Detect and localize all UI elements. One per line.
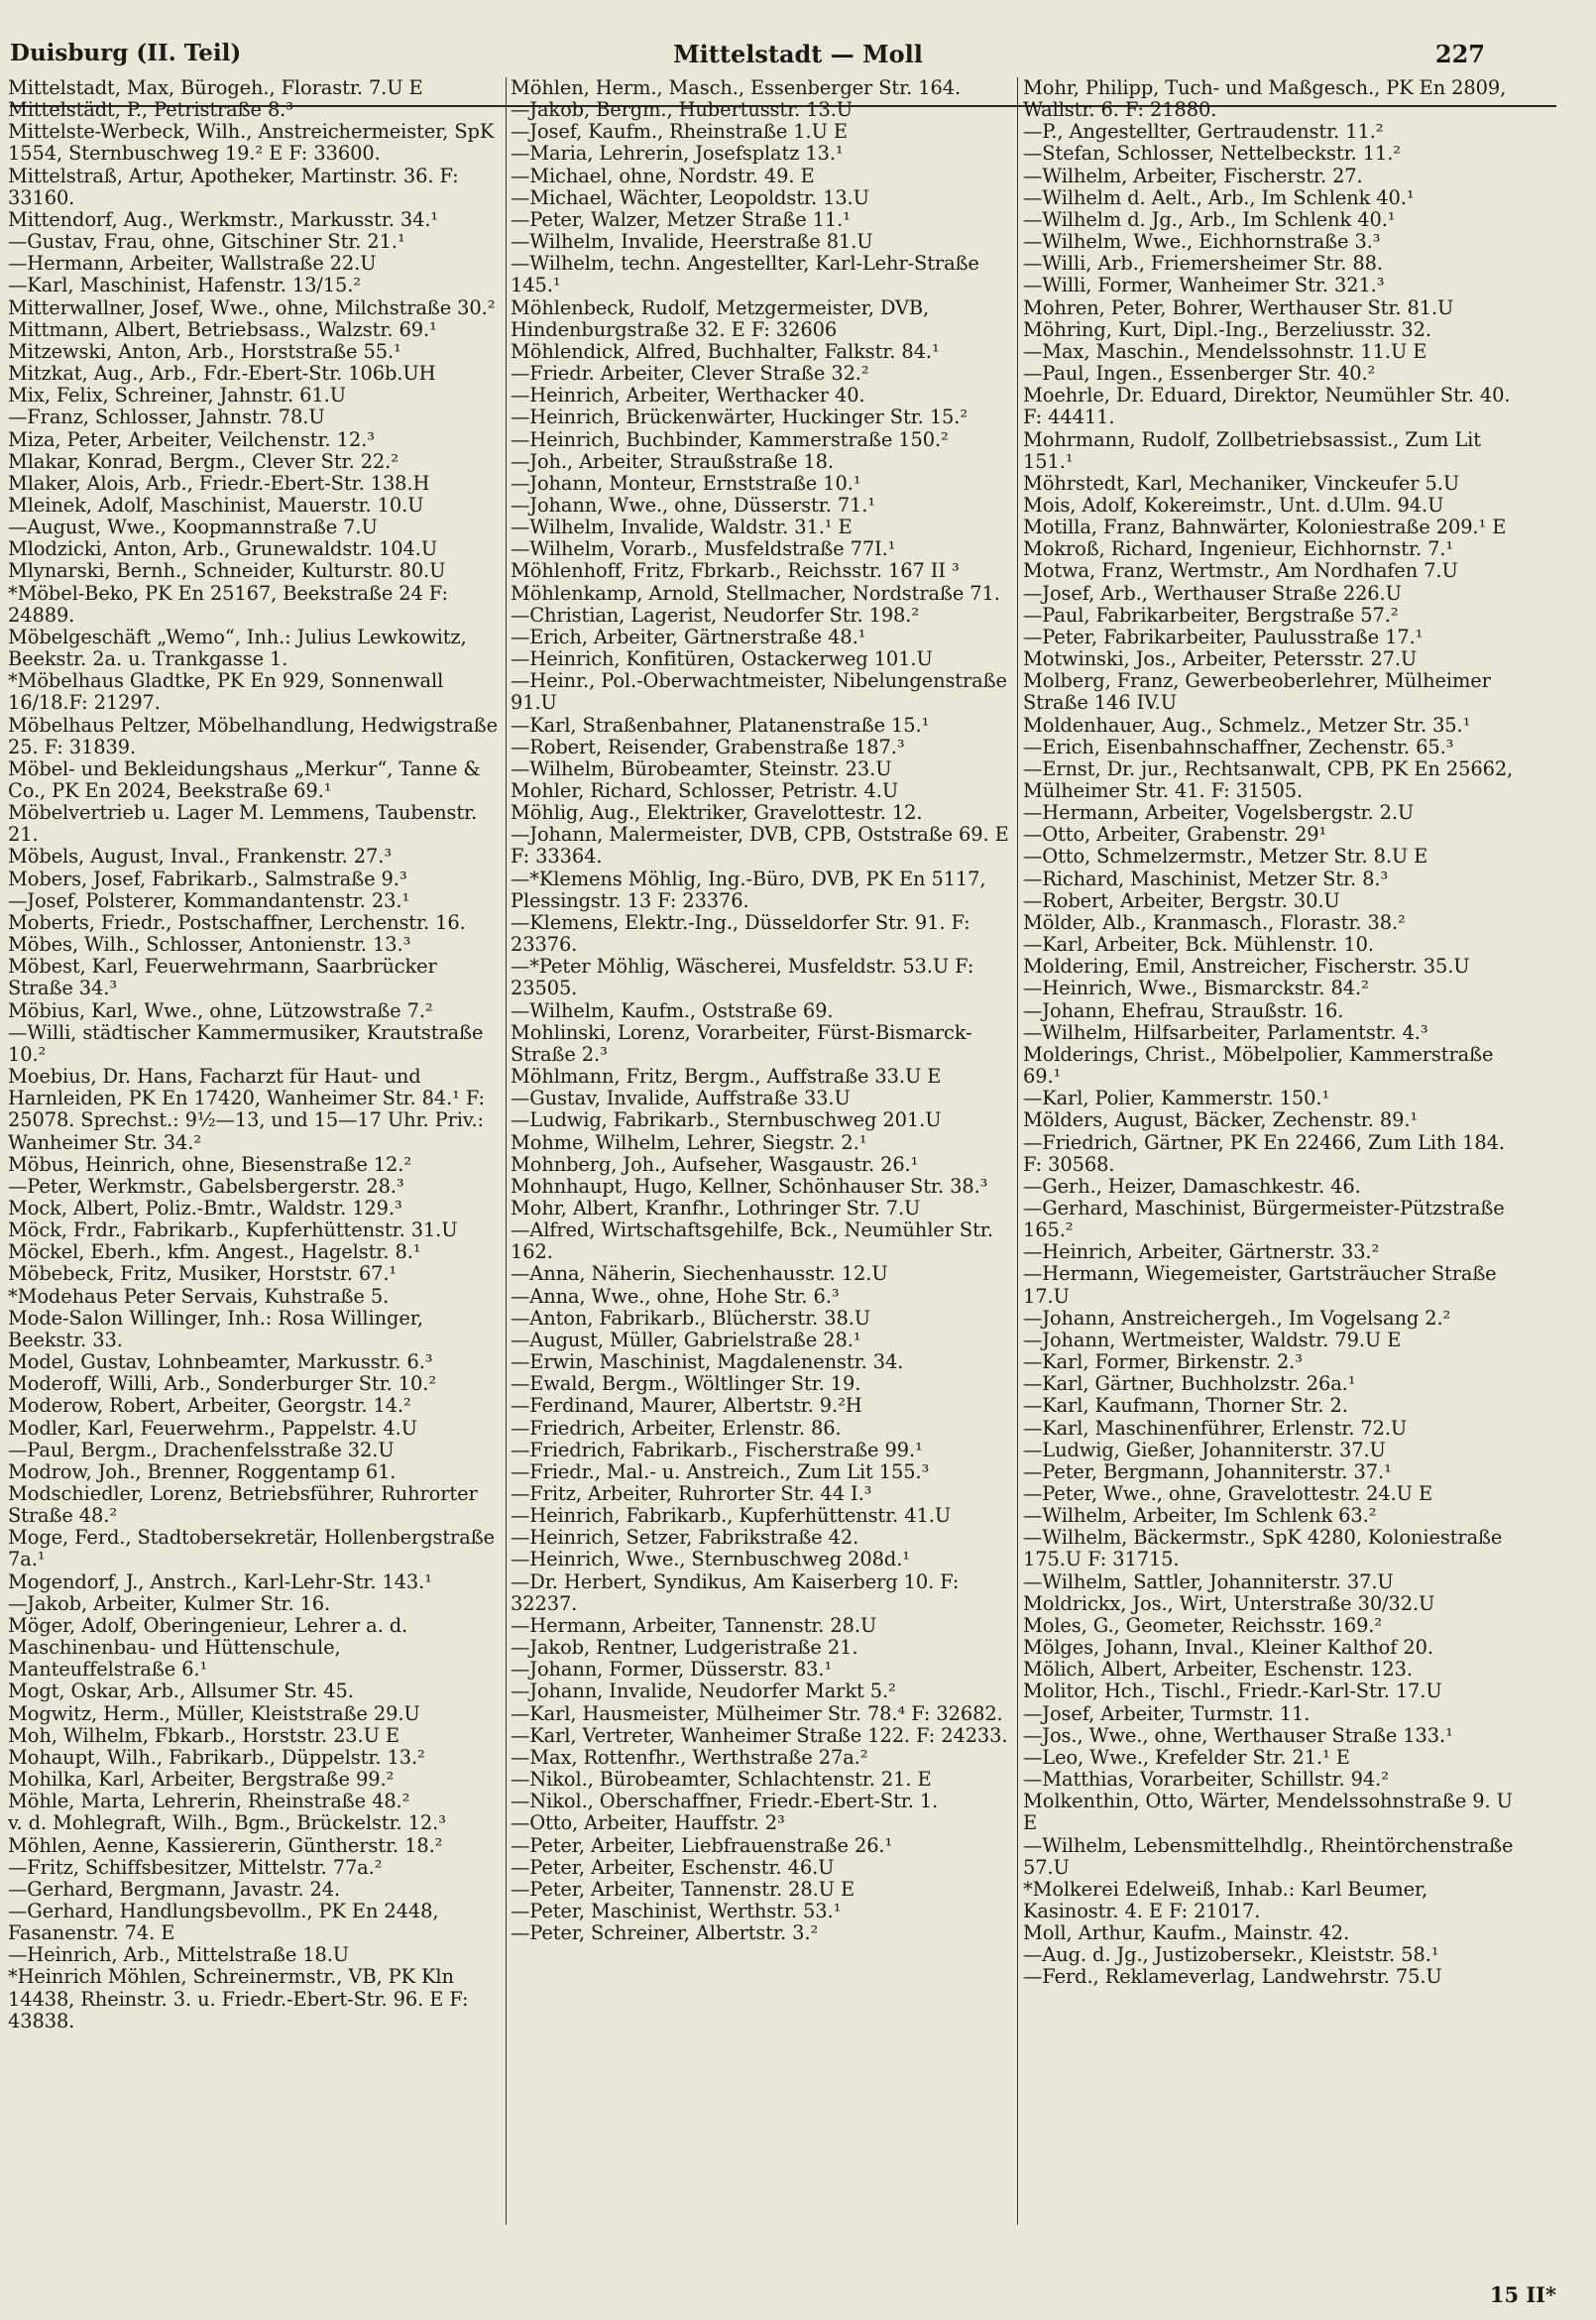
directory-entry: Möbels, August, Inval., Frankenstr. 27.³ — [8, 845, 393, 869]
directory-entry: *Möbel-Beko, PK En 25167, Beekstraße 24 F: 24889. — [8, 581, 448, 627]
directory-entry: —Robert, Reisender, Grabenstraße 187.³ — [511, 735, 905, 758]
directory-entry: —Heinrich, Wwe., Bismarckstr. 84.² — [1023, 977, 1369, 1000]
column-2 — [511, 77, 1011, 2229]
directory-entry: —Wilhelm, Arbeiter, Im Schlenk 63.² — [1023, 1504, 1377, 1528]
directory-entry: Möbel- und Bekleidungshaus „Merkur“, Tanne & Co., PK En 2024, Beekstraße 69.¹ — [8, 756, 481, 802]
directory-entry: —Johann, Wertmeister, Waldstr. 79.U E — [1023, 1328, 1402, 1351]
directory-entry: —Johann, Monteur, Ernststraße 10.¹ — [511, 471, 861, 495]
directory-entry: —Anton, Fabrikarb., Blücherstr. 38.U — [511, 1306, 871, 1330]
directory-entry: Möbebeck, Fritz, Musiker, Horststr. 67.¹ — [8, 1262, 398, 1286]
directory-entry: —Karl, Straßenbahner, Platanenstraße 15.¹ — [511, 713, 930, 737]
directory-entry: —Aug. d. Jg., Justizobersekr., Kleiststr. 58.¹ — [1023, 1943, 1439, 1967]
directory-entry: Möbelgeschäft „Wemo“, Inh.: Julius Lewkowitz, Beekstr. 2a. u. Trankgasse 1. — [8, 625, 467, 671]
directory-entry: —Matthias, Vorarbeiter, Schillstr. 94.² — [1023, 1768, 1389, 1792]
directory-entry: —Leo, Wwe., Krefelder Str. 21.¹ E — [1023, 1745, 1350, 1769]
directory-entry: —Heinrich, Konfitüren, Ostackerweg 101.U — [511, 647, 933, 671]
directory-entry: —Willi, Former, Wanheimer Str. 321.³ — [1023, 274, 1385, 297]
directory-entry: —Jakob, Arbeiter, Kulmer Str. 16. — [8, 1591, 331, 1615]
directory-entry: —Karl, Vertreter, Wanheimer Straße 122. F: 24233. — [511, 1723, 1008, 1747]
directory-entry: *Modehaus Peter Servais, Kuhstraße 5. — [8, 1284, 390, 1308]
directory-entry: Mogwitz, Herm., Müller, Kleiststraße 29.U — [8, 1701, 420, 1725]
directory-entry: —Hermann, Wiegemeister, Gartsträucher Straße 17.U — [1023, 1262, 1497, 1308]
directory-entry: —Joh., Arbeiter, Straußstraße 18. — [511, 449, 834, 473]
directory-entry: —Johann, Anstreichergeh., Im Vogelsang 2.² — [1023, 1306, 1451, 1330]
directory-entry: Mohaupt, Wilh., Fabrikarb., Düppelstr. 13.² — [8, 1745, 425, 1769]
directory-entry: Mittelste-Werbeck, Wilh., Anstreichermeister, SpK 1554, Sternbuschweg 19.² E F: 33600. — [8, 120, 495, 166]
directory-entry: —Peter, Maschinist, Werthstr. 53.¹ — [511, 1899, 842, 1922]
directory-entry: —Josef, Arb., Werthauser Straße 226.U — [1023, 581, 1402, 605]
directory-entry: —Ludwig, Gießer, Johanniterstr. 37.U — [1023, 1438, 1386, 1461]
directory-entry: —Wilhelm, Lebensmittelhdlg., Rheintörchenstraße 57.U — [1023, 1833, 1514, 1879]
directory-entry: Möbus, Heinrich, ohne, Biesenstraße 12.² — [8, 1152, 412, 1176]
directory-entry: —Friedr., Mal.- u. Anstreich., Zum Lit 155.³ — [511, 1459, 930, 1483]
directory-entry: —Heinrich, Arb., Mittelstraße 18.U — [8, 1943, 350, 1967]
directory-entry: Mölich, Albert, Arbeiter, Eschenstr. 123. — [1023, 1658, 1413, 1682]
directory-entry: —Karl, Hausmeister, Mülheimer Str. 78.⁴ F: 32682. — [511, 1701, 1003, 1725]
directory-entry: —Johann, Invalide, Neudorfer Markt 5.² — [511, 1680, 896, 1703]
directory-entry: Mogendorf, J., Anstrch., Karl-Lehr-Str. 143.¹ — [8, 1569, 432, 1593]
directory-entry: —Karl, Former, Birkenstr. 2.³ — [1023, 1350, 1303, 1374]
directory-entry: —Heinrich, Wwe., Sternbuschweg 208d.¹ — [511, 1548, 910, 1571]
directory-entry: Möbelhaus Peltzer, Möbelhandlung, Hedwigstraße 25. F: 31839. — [8, 713, 498, 758]
directory-entry: —Friedrich, Fabrikarb., Fischerstraße 99.¹ — [511, 1438, 923, 1461]
directory-entry: —Gerhard, Handlungsbevollm., PK En 2448, Fasanenstr. 74. E — [8, 1899, 439, 1945]
directory-entry: Mokroß, Richard, Ingenieur, Eichhornstr. 7.¹ — [1023, 537, 1454, 561]
directory-entry: Moge, Ferd., Stadtobersekretär, Hollenbergstraße 7a.¹ — [8, 1526, 495, 1571]
directory-entry: Möhlmann, Fritz, Bergm., Auffstraße 33.U E — [511, 1065, 942, 1089]
directory-entry: —Otto, Arbeiter, Hauffstr. 2³ — [511, 1811, 785, 1835]
directory-entry: Möhlendick, Alfred, Buchhalter, Falkstr. 84.¹ — [511, 339, 940, 363]
column-divider — [1017, 77, 1018, 2225]
directory-entry: —Heinrich, Buchbinder, Kammerstraße 150.² — [511, 427, 949, 451]
directory-entry: —Friedrich, Arbeiter, Erlenstr. 86. — [511, 1416, 842, 1440]
directory-entry: —Heinr., Pol.-Oberwachtmeister, Nibelungenstraße 91.U — [511, 669, 1007, 715]
directory-entry: Mois, Adolf, Kokereimstr., Unt. d.Ulm. 94.U — [1023, 493, 1444, 517]
directory-entry: Möhle, Marta, Lehrerin, Rheinstraße 48.² — [8, 1790, 410, 1813]
directory-entry: —Ernst, Dr. jur., Rechtsanwalt, CPB, PK En 25662, Mülheimer Str. 41. F: 31505. — [1023, 756, 1514, 802]
directory-entry: Mittelstraß, Artur, Apotheker, Martinstr. 36. F: 33160. — [8, 164, 459, 209]
directory-entry: Mohrmann, Rudolf, Zollbetriebsassist., Zum Lit 151.¹ — [1023, 427, 1481, 473]
directory-entry: Moldering, Emil, Anstreicher, Fischerstr. 35.U — [1023, 955, 1470, 979]
directory-entry: —Max, Maschin., Mendelssohnstr. 11.U E — [1023, 339, 1427, 363]
directory-entry: —Erwin, Maschinist, Magdalenenstr. 34. — [511, 1350, 904, 1374]
directory-entry: —Fritz, Arbeiter, Ruhrorter Str. 44 I.³ — [511, 1482, 872, 1505]
directory-entry: —Wilhelm d. Aelt., Arb., Im Schlenk 40.¹ — [1023, 185, 1415, 209]
directory-entry: Möhlen, Herm., Masch., Essenberger Str. 164. — [511, 77, 962, 99]
directory-entry: —Peter, Werkmstr., Gabelsbergerstr. 28.³ — [8, 1174, 404, 1198]
directory-entry: —Gerhard, Bergmann, Javastr. 24. — [8, 1877, 341, 1901]
directory-entry: —Johann, Malermeister, DVB, CPB, Oststraße 69. E F: 33364. — [511, 823, 1009, 869]
directory-entry: —Jos., Wwe., ohne, Werthauser Straße 133.¹ — [1023, 1723, 1453, 1747]
directory-entry: Mlynarski, Bernh., Schneider, Kulturstr. 80.U — [8, 559, 446, 583]
directory-entry: Mohme, Wilhelm, Lehrer, Siegstr. 2.¹ — [511, 1130, 867, 1154]
directory-entry: —Heinrich, Fabrikarb., Kupferhüttenstr. 41.U — [511, 1504, 952, 1528]
directory-entry: Mohlinski, Lorenz, Vorarbeiter, Fürst-Bismarck-Straße 2.³ — [511, 1020, 972, 1066]
directory-entry: Mittendorf, Aug., Werkmstr., Markusstr. 34.¹ — [8, 207, 439, 231]
directory-entry: —Peter, Arbeiter, Eschenstr. 46.U — [511, 1855, 835, 1879]
directory-entry: —Peter, Arbeiter, Liebfrauenstraße 26.¹ — [511, 1833, 893, 1857]
directory-entry: —Hermann, Arbeiter, Tannenstr. 28.U — [511, 1613, 877, 1637]
directory-entry: Mohnberg, Joh., Aufseher, Wasgaustr. 26.¹ — [511, 1152, 919, 1176]
directory-entry: Moehrle, Dr. Eduard, Direktor, Neumühler Str. 40. F: 44411. — [1023, 384, 1511, 429]
directory-entry: —Karl, Polier, Kammerstr. 150.¹ — [1023, 1087, 1330, 1110]
directory-entry: —Gerhard, Maschinist, Bürgermeister-Pützstraße 165.² — [1023, 1196, 1505, 1242]
directory-entry: Mohilka, Karl, Arbeiter, Bergstraße 99.² — [8, 1768, 395, 1792]
directory-entry: —Otto, Arbeiter, Grabenstr. 29¹ — [1023, 823, 1327, 847]
directory-entry: —Jakob, Bergm., Hubertusstr. 13.U — [511, 98, 854, 122]
directory-entry: —Ferd., Reklameverlag, Landwehrstr. 75.U — [1023, 1965, 1442, 1989]
directory-entry: —Wilhelm, Kaufm., Oststraße 69. — [511, 998, 834, 1022]
directory-entry: Möck, Frdr., Fabrikarb., Kupferhüttenstr. 31.U — [8, 1218, 458, 1242]
directory-entry: Mittmann, Albert, Betriebsass., Walzstr. 69.¹ — [8, 317, 437, 341]
column-3 — [1023, 77, 1529, 2229]
directory-entry: Mohren, Peter, Bohrer, Werthauser Str. 81.U — [1023, 295, 1454, 319]
directory-entry: —Gerh., Heizer, Damaschkestr. 46. — [1023, 1174, 1361, 1198]
directory-entry: Molberg, Franz, Gewerbeoberlehrer, Mülheimer Straße 146 IV.U — [1023, 669, 1491, 715]
directory-entry: —Klemens, Elektr.-Ing., Düsseldorfer Str. 91. F: 23376. — [511, 910, 970, 957]
directory-entry: Möhlig, Aug., Elektriker, Gravelottestr. 12. — [511, 801, 923, 825]
directory-entry: Mitzewski, Anton, Arb., Horststraße 55.¹ — [8, 339, 401, 363]
directory-entry: Mlakar, Konrad, Bergm., Clever Str. 22.² — [8, 449, 399, 473]
directory-entry: —Richard, Maschinist, Metzer Str. 8.³ — [1023, 867, 1389, 890]
directory-entry: —Johann, Wwe., ohne, Düsserstr. 71.¹ — [511, 493, 876, 517]
directory-entry: Möbius, Karl, Wwe., ohne, Lützowstraße 7.² — [8, 998, 433, 1022]
directory-entry: —Wilhelm, Sattler, Johanniterstr. 37.U — [1023, 1569, 1394, 1593]
directory-entry: Moh, Wilhelm, Fbkarb., Horststr. 23.U E — [8, 1723, 399, 1747]
directory-entry: —Peter, Wwe., ohne, Gravelottestr. 24.U E — [1023, 1482, 1433, 1505]
directory-entry: Motilla, Franz, Bahnwärter, Koloniestraße 209.¹ E — [1023, 516, 1507, 539]
directory-entry: v. d. Mohlegraft, Wilh., Bgm., Brückelstr. 12.³ — [8, 1811, 446, 1835]
page-number: 227 — [1434, 40, 1485, 68]
directory-entry: Mohnhaupt, Hugo, Kellner, Schönhauser Str. 38.³ — [511, 1174, 988, 1198]
directory-entry: —Fritz, Schiffsbesitzer, Mittelstr. 77a.² — [8, 1855, 383, 1879]
directory-entry: Möhlenbeck, Rudolf, Metzgermeister, DVB, Hindenburgstraße 32. E F: 32606 — [511, 295, 930, 341]
directory-entry: —Heinrich, Arbeiter, Gärtnerstr. 33.² — [1023, 1240, 1380, 1264]
directory-entry: Mölder, Alb., Kranmasch., Florastr. 38.² — [1023, 910, 1406, 934]
column-divider — [506, 77, 507, 2225]
directory-entry: —Maria, Lehrerin, Josefsplatz 13.¹ — [511, 142, 844, 166]
directory-entry: —Karl, Maschinenführer, Erlenstr. 72.U — [1023, 1416, 1408, 1440]
directory-entry: —Peter, Bergmann, Johanniterstr. 37.¹ — [1023, 1459, 1392, 1483]
directory-entry: Moldenhauer, Aug., Schmelz., Metzer Str. 35.¹ — [1023, 713, 1471, 737]
directory-entry: —Wilhelm, Bürobeamter, Steinstr. 23.U — [511, 756, 892, 780]
directory-entry: Modler, Karl, Feuerwehrm., Pappelstr. 4.U — [8, 1416, 417, 1440]
directory-entry: Möbest, Karl, Feuerwehrmann, Saarbrücker Straße 34.³ — [8, 955, 437, 1000]
directory-entry: —*Peter Möhlig, Wäscherei, Musfeldstr. 53.U F: 23505. — [511, 955, 974, 1000]
directory-entry: —Wilhelm d. Jg., Arb., Im Schlenk 40.¹ — [1023, 207, 1396, 231]
directory-entry: Moldrickx, Jos., Wirt, Unterstraße 30/32.U — [1023, 1591, 1435, 1615]
directory-entry: —Peter, Arbeiter, Tannenstr. 28.U E — [511, 1877, 855, 1901]
directory-entry: Modschiedler, Lorenz, Betriebsführer, Ruhrorter Straße 48.² — [8, 1482, 478, 1528]
directory-entry: —Peter, Walzer, Metzer Straße 11.¹ — [511, 207, 851, 231]
directory-entry: Molitor, Hch., Tischl., Friedr.-Karl-Str. 17.U — [1023, 1680, 1442, 1703]
directory-entry: Mohler, Richard, Schlosser, Petristr. 4.U — [511, 779, 899, 802]
directory-entry: —Otto, Schmelzermstr., Metzer Str. 8.U E — [1023, 845, 1428, 869]
directory-entry: —Willi, städtischer Kammermusiker, Krautstraße 10.² — [8, 1020, 484, 1066]
column-1 — [8, 77, 501, 2229]
directory-entry: —Wilhelm, Wwe., Eichhornstraße 3.³ — [1023, 230, 1381, 254]
directory-entry: —Karl, Maschinist, Hafenstr. 13/15.² — [8, 274, 361, 297]
directory-entry: —Friedr. Arbeiter, Clever Straße 32.² — [511, 362, 869, 386]
directory-entry: Möhrstedt, Karl, Mechaniker, Vinckeufer 5.U — [1023, 471, 1460, 495]
directory-entry: —Johann, Ehefrau, Straußstr. 16. — [1023, 998, 1344, 1022]
directory-entry: —Willi, Arb., Friemersheimer Str. 88. — [1023, 252, 1383, 276]
directory-entry: Möbes, Wilh., Schlosser, Antonienstr. 13.³ — [8, 933, 411, 957]
directory-entry: —Karl, Gärtner, Buchholzstr. 26a.¹ — [1023, 1372, 1356, 1396]
directory-entry: —Paul, Ingen., Essenberger Str. 40.² — [1023, 362, 1376, 386]
directory-entry: —Peter, Fabrikarbeiter, Paulusstraße 17.¹ — [1023, 625, 1424, 648]
header-city: Duisburg (II. Teil) — [10, 40, 242, 66]
directory-entry: —Anna, Wwe., ohne, Hohe Str. 6.³ — [511, 1284, 840, 1308]
directory-entry: Mogt, Oskar, Arb., Allsumer Str. 45. — [8, 1680, 354, 1703]
directory-entry: —Karl, Arbeiter, Bck. Mühlenstr. 10. — [1023, 933, 1374, 957]
directory-entry: —Ewald, Bergm., Wöltlinger Str. 19. — [511, 1372, 861, 1396]
directory-entry: Mittelstädt, P., Petristraße 8.³ — [8, 98, 293, 122]
directory-entry: —P., Angestellter, Gertraudenstr. 11.² — [1023, 120, 1384, 144]
directory-entry: —Wilhelm, Invalide, Waldstr. 31.¹ E — [511, 516, 853, 539]
page-header — [0, 34, 1596, 75]
directory-entry: *Möbelhaus Gladtke, PK En 929, Sonnenwall 16/18.F: 21297. — [8, 669, 444, 715]
directory-entry: —Josef, Polsterer, Kommandantenstr. 23.¹ — [8, 888, 410, 912]
directory-entry: —Max, Rottenfhr., Werthstraße 27a.² — [511, 1745, 868, 1769]
directory-entry: —*Klemens Möhlig, Ing.-Büro, DVB, PK En 5117, Plessingstr. 13 F: 23376. — [511, 867, 986, 912]
directory-entry: —Wilhelm, Invalide, Heerstraße 81.U — [511, 230, 873, 254]
directory-entry: —Michael, ohne, Nordstr. 49. E — [511, 164, 815, 187]
directory-entry: Möckel, Eberh., kfm. Angest., Hagelstr. 8.¹ — [8, 1240, 421, 1264]
directory-entry: —Paul, Bergm., Drachenfelsstraße 32.U — [8, 1438, 395, 1461]
directory-entry: —Erich, Arbeiter, Gärtnerstraße 48.¹ — [511, 625, 866, 648]
directory-entry: Model, Gustav, Lohnbeamter, Markusstr. 6.³ — [8, 1350, 433, 1374]
directory-entry: —Jakob, Rentner, Ludgeristraße 21. — [511, 1636, 858, 1660]
directory-entry: —Gustav, Frau, ohne, Gitschiner Str. 21.¹ — [8, 230, 405, 254]
directory-entry: Mitterwallner, Josef, Wwe., ohne, Milchstraße 30.² — [8, 295, 496, 319]
directory-entry: Mleinek, Adolf, Maschinist, Mauerstr. 10.U — [8, 493, 424, 517]
directory-entry: —Josef, Arbeiter, Turmstr. 11. — [1023, 1701, 1311, 1725]
directory-entry: —Wilhelm, Arbeiter, Fischerstr. 27. — [1023, 164, 1363, 187]
directory-entry: —Stefan, Schlosser, Nettelbeckstr. 11.² — [1023, 142, 1401, 166]
directory-entry: Mlaker, Alois, Arb., Friedr.-Ebert-Str. 138.H — [8, 471, 430, 495]
directory-entry: Mlodzicki, Anton, Arb., Grunewaldstr. 104.U — [8, 537, 438, 561]
directory-entry: —Wilhelm, techn. Angestellter, Karl-Lehr-Straße 145.¹ — [511, 252, 979, 297]
directory-entry: Mittelstadt, Max, Bürogeh., Florastr. 7.U E — [8, 77, 423, 99]
directory-entry: Miza, Peter, Arbeiter, Veilchenstr. 12.³ — [8, 427, 375, 451]
directory-entry: Moles, G., Geometer, Reichsstr. 169.² — [1023, 1613, 1383, 1637]
directory-entry: Möhlenhoff, Fritz, Fbrkarb., Reichsstr. 167 II ³ — [511, 559, 960, 583]
directory-entry: —Josef, Kaufm., Rheinstraße 1.U E — [511, 120, 848, 144]
directory-entry: Mölges, Johann, Inval., Kleiner Kalthof 20. — [1023, 1636, 1433, 1660]
directory-entry: —Gustav, Invalide, Auffstraße 33.U — [511, 1087, 851, 1110]
directory-entry: —Michael, Wächter, Leopoldstr. 13.U — [511, 185, 869, 209]
directory-entry: Molderings, Christ., Möbelpolier, Kammerstraße 69.¹ — [1023, 1042, 1494, 1089]
directory-entry: —Hermann, Arbeiter, Vogelsbergstr. 2.U — [1023, 801, 1415, 825]
directory-entry: Moebius, Dr. Hans, Facharzt für Haut- und Harnleiden, PK En 17420, Wanheimer Str. 84.¹ F: 25078. Sprechst.: 9½—13, und 15—17 Uhr. Priv.: Wanheimer Str. 34.² — [8, 1065, 485, 1154]
directory-entry: —Heinrich, Arbeiter, Werthacker 40. — [511, 384, 865, 407]
directory-entry: Molkenthin, Otto, Wärter, Mendelssohnstraße 9. U E — [1023, 1790, 1513, 1835]
directory-entry: —Wilhelm, Vorarb., Musfeldstraße 77I.¹ — [511, 537, 896, 561]
directory-entry: —Erich, Eisenbahnschaffner, Zechenstr. 65.³ — [1023, 735, 1454, 758]
directory-entry: —Wilhelm, Hilfsarbeiter, Parlamentstr. 4.³ — [1023, 1020, 1428, 1044]
directory-entry: —August, Müller, Gabrielstraße 28.¹ — [511, 1328, 861, 1351]
directory-entry: Modrow, Joh., Brenner, Roggentamp 61. — [8, 1459, 397, 1483]
directory-entry: *Molkerei Edelweiß, Inhab.: Karl Beumer, Kasinostr. 4. E F: 21017. — [1023, 1877, 1428, 1922]
directory-entry: Moll, Arthur, Kaufm., Mainstr. 42. — [1023, 1921, 1350, 1945]
directory-entry: Möhlen, Aenne, Kassiererin, Güntherstr. 18.² — [8, 1833, 443, 1857]
directory-entry: Mölders, August, Bäcker, Zechenstr. 89.¹ — [1023, 1108, 1419, 1132]
directory-entry: Möhring, Kurt, Dipl.-Ing., Berzeliusstr. 32. — [1023, 317, 1431, 341]
directory-entry: —Peter, Schreiner, Albertstr. 3.² — [511, 1921, 819, 1945]
directory-entry: Mock, Albert, Poliz.-Bmtr., Waldstr. 129.³ — [8, 1196, 402, 1219]
directory-entry: —Hermann, Arbeiter, Wallstraße 22.U — [8, 252, 377, 276]
directory-entry: —Wilhelm, Bäckermstr., SpK 4280, Koloniestraße 175.U F: 31715. — [1023, 1526, 1503, 1571]
directory-entry: Mitzkat, Aug., Arb., Fdr.-Ebert-Str. 106b.UH — [8, 362, 436, 386]
directory-entry: —Franz, Schlosser, Jahnstr. 78.U — [8, 406, 325, 429]
directory-entry: —August, Wwe., Koopmannstraße 7.U — [8, 516, 378, 539]
directory-entry: —Karl, Kaufmann, Thorner Str. 2. — [1023, 1394, 1348, 1418]
directory-entry: Motwa, Franz, Wertmstr., Am Nordhafen 7.U — [1023, 559, 1458, 583]
directory-entry: Moderow, Robert, Arbeiter, Georgstr. 14.² — [8, 1394, 411, 1418]
directory-entry: —Heinrich, Brückenwärter, Huckinger Str. 15.² — [511, 406, 969, 429]
directory-entry: Mode-Salon Willinger, Inh.: Rosa Willinger, Beekstr. 33. — [8, 1306, 423, 1351]
directory-entry: Möhlenkamp, Arnold, Stellmacher, Nordstraße 71. — [511, 581, 1000, 605]
directory-entry: Mohr, Philipp, Tuch- und Maßgesch., PK En 2809, Wallstr. 6. F: 21880. — [1023, 77, 1507, 122]
directory-entry: Motwinski, Jos., Arbeiter, Petersstr. 27.U — [1023, 647, 1418, 671]
directory-entry: —Heinrich, Setzer, Fabrikstraße 42. — [511, 1526, 859, 1550]
directory-entry: —Alfred, Wirtschaftsgehilfe, Bck., Neumühler Str. 162. — [511, 1218, 993, 1264]
directory-entry: —Christian, Lagerist, Neudorfer Str. 198.² — [511, 603, 920, 627]
directory-entry: Mix, Felix, Schreiner, Jahnstr. 61.U — [8, 384, 346, 407]
directory-entry: —Nikol., Oberschaffner, Friedr.-Ebert-Str. 1. — [511, 1790, 939, 1813]
directory-entry: Möger, Adolf, Oberingenieur, Lehrer a. d. Maschinenbau- und Hüttenschule, Manteuffelstraße 6.¹ — [8, 1613, 408, 1682]
directory-entry: Mobers, Josef, Fabrikarb., Salmstraße 9.³ — [8, 867, 407, 890]
directory-entry: —Nikol., Bürobeamter, Schlachtenstr. 21. E — [511, 1768, 932, 1792]
directory-entry: —Johann, Former, Düsserstr. 83.¹ — [511, 1658, 833, 1682]
directory-entry: Möbelvertrieb u. Lager M. Lemmens, Taubenstr. 21. — [8, 801, 478, 847]
directory-entry: —Ludwig, Fabrikarb., Sternbuschweg 201.U — [511, 1108, 942, 1132]
directory-entry: —Robert, Arbeiter, Bergstr. 30.U — [1023, 888, 1340, 912]
directory-entry: *Heinrich Möhlen, Schreinermstr., VB, PK Kln 14438, Rheinstr. 3. u. Friedr.-Ebert-Str. 96. E F: 43838. — [8, 1965, 469, 2032]
directory-entry: —Dr. Herbert, Syndikus, Am Kaiserberg 10. F: 32237. — [511, 1569, 960, 1615]
directory-entry: Moderoff, Willi, Arb., Sonderburger Str. 10.² — [8, 1372, 436, 1396]
directory-entry: Moberts, Friedr., Postschaffner, Lerchenstr. 16. — [8, 910, 466, 934]
directory-entry: —Ferdinand, Maurer, Albertstr. 9.²H — [511, 1394, 862, 1418]
directory-entry: —Paul, Fabrikarbeiter, Bergstraße 57.² — [1023, 603, 1399, 627]
directory-entry: Mohr, Albert, Kranfhr., Lothringer Str. 7.U — [511, 1196, 921, 1219]
footer-signature: 15 II* — [1489, 2282, 1556, 2307]
directory-entry: —Anna, Näherin, Siechenhausstr. 12.U — [511, 1262, 888, 1286]
directory-entry: —Friedrich, Gärtner, PK En 22466, Zum Lith 184. F: 30568. — [1023, 1130, 1505, 1176]
header-range: Mittelstadt — Moll — [673, 40, 923, 68]
